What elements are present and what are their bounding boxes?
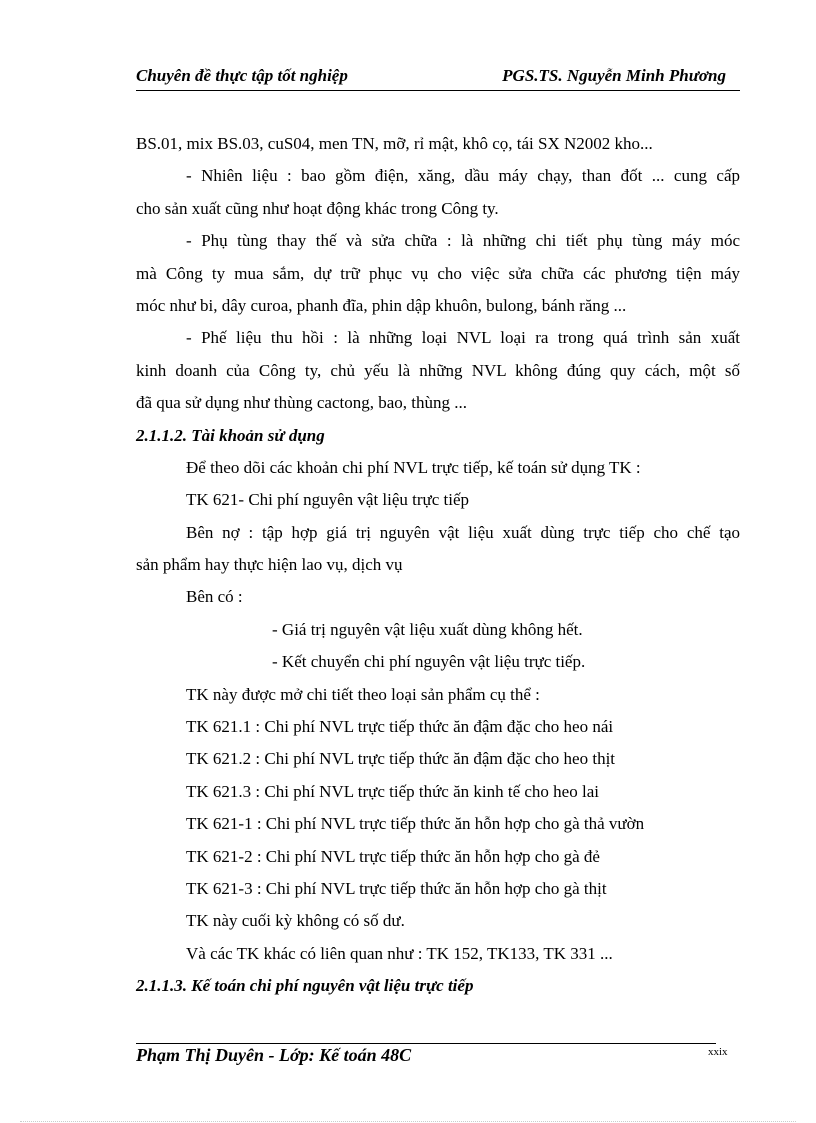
list-item: - Kết chuyển chi phí nguyên vật liệu trực tiếp. — [272, 652, 586, 672]
body-line: cho sản xuất cũng như hoạt động khác trong Công ty. — [136, 198, 499, 218]
body-line: - Phế liệu thu hồi : là những loại NVL loại ra trong quá trình sản xuất — [186, 328, 740, 348]
account-line: TK 621-3 : Chi phí NVL trực tiếp thức ăn hỗn hợp cho gà thịt — [186, 878, 607, 898]
body-line: Để theo dõi các khoản chi phí NVL trực tiếp, kế toán sử dụng TK : — [186, 457, 641, 477]
header-course-title: Chuyên đề thực tập tốt nghiệp — [136, 66, 348, 85]
body-line: móc như bi, dây curoa, phanh đĩa, phin dập khuôn, bulong, bánh răng ... — [136, 295, 627, 315]
body-line: đã qua sử dụng như thùng cactong, bao, thùng ... — [136, 393, 467, 413]
account-line: TK 621-1 : Chi phí NVL trực tiếp thức ăn hỗn hợp cho gà thả vườn — [186, 814, 645, 834]
body-line: TK này được mở chi tiết theo loại sản phẩm cụ thể : — [186, 684, 540, 704]
body-line: Bên nợ : tập hợp giá trị nguyên vật liệu xuất dùng trực tiếp cho chế tạo — [186, 522, 740, 542]
body-line: kinh doanh của Công ty, chủ yếu là những NVL không đúng quy cách, một số — [136, 360, 740, 380]
account-line: TK 621.1 : Chi phí NVL trực tiếp thức ăn đậm đặc cho heo nái — [186, 717, 614, 737]
section-heading: 2.1.1.2. Tài khoản sử dụng — [136, 425, 325, 445]
account-line: TK 621.2 : Chi phí NVL trực tiếp thức ăn đậm đặc cho heo thịt — [186, 749, 616, 769]
footer-divider — [136, 1043, 716, 1044]
body-line: sản phẩm hay thực hiện lao vụ, dịch vụ — [136, 555, 403, 575]
body-line: - Phụ tùng thay thế và sửa chữa : là những chi tiết phụ tùng máy móc — [186, 231, 740, 251]
section-heading: 2.1.1.3. Kế toán chi phí nguyên vật liệu trực tiếp — [136, 976, 474, 996]
body-line: mà Công ty mua sắm, dự trữ phục vụ cho việc sửa chữa các phương tiện máy — [136, 263, 740, 283]
page-number: xxix — [708, 1046, 728, 1058]
body-line: TK này cuối kỳ không có số dư. — [186, 911, 405, 931]
footer-author: Phạm Thị Duyên - Lớp: Kế toán 48C — [136, 1045, 412, 1065]
page-edge — [20, 1121, 796, 1122]
body-line: Và các TK khác có liên quan như : TK 152, TK133, TK 331 ... — [186, 943, 613, 963]
body-line: TK 621- Chi phí nguyên vật liệu trực tiếp — [186, 490, 470, 510]
header-supervisor: PGS.TS. Nguyễn Minh Phương — [502, 66, 726, 85]
body-line: Bên có : — [186, 587, 243, 607]
body-line: BS.01, mix BS.03, cuS04, men TN, mỡ, rỉ mật, khô cọ, tái SX N2002 kho... — [136, 134, 653, 153]
body-line: - Nhiên liệu : bao gồm điện, xăng, dầu máy chạy, than đốt ... cung cấp — [186, 166, 740, 186]
document-body — [136, 128, 740, 1003]
page-header — [136, 62, 740, 91]
list-item: - Giá trị nguyên vật liệu xuất dùng không hết. — [272, 619, 583, 639]
account-line: TK 621-2 : Chi phí NVL trực tiếp thức ăn hỗn hợp cho gà đẻ — [186, 846, 600, 866]
account-line: TK 621.3 : Chi phí NVL trực tiếp thức ăn kinh tế cho heo lai — [186, 781, 599, 801]
